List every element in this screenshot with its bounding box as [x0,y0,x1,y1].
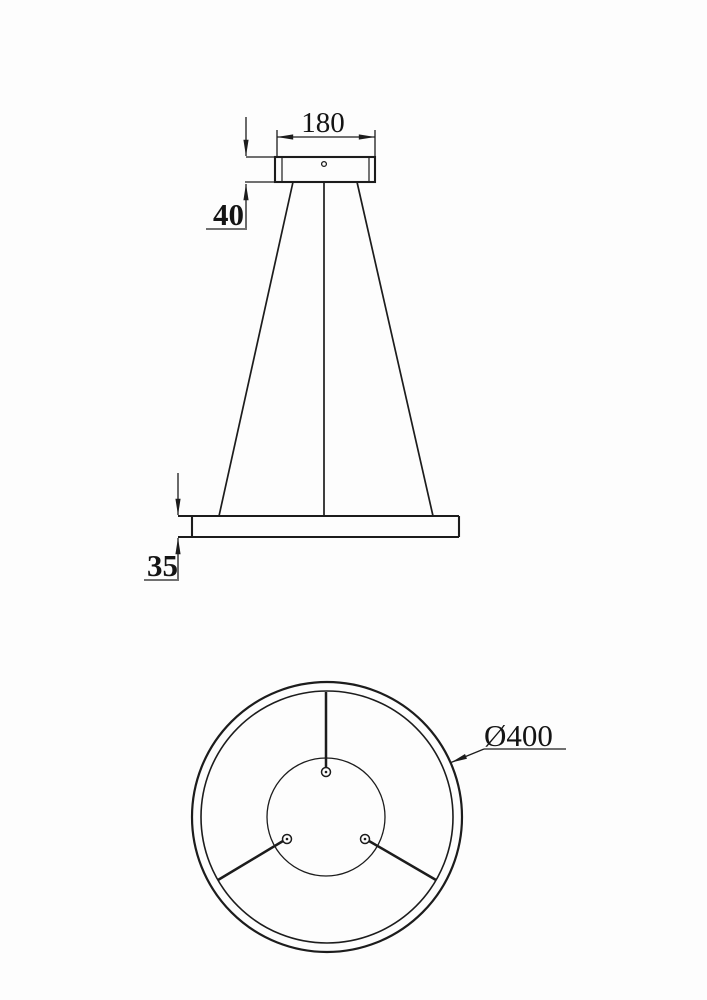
dim-400-leader [451,749,484,763]
spokes [218,692,436,880]
elevation-view [144,107,459,583]
mount-top-dot [325,771,328,774]
dim-ring-diameter [451,718,566,763]
canopy [275,157,375,182]
spoke-lower-right [369,841,436,880]
plan-view [192,682,566,952]
canopy-body [275,157,375,182]
dim-ring-height [144,473,179,583]
dim-canopy-width [277,107,375,156]
cable-mounts [283,768,370,844]
canopy-center-hole [322,162,327,167]
center-housing-circle [267,758,385,876]
dim-35-label: 35 [147,548,178,583]
cable-left [219,182,293,516]
cable-right [357,182,433,516]
mount-left-dot [286,838,289,841]
spoke-lower-left [218,841,283,880]
dim-40-label: 40 [213,197,244,232]
dim-canopy-height [206,117,276,232]
ring-profile [178,516,459,537]
suspension-cables [219,182,433,516]
dim-400-label: Ø400 [484,718,553,753]
ring-profile-outline [178,516,459,537]
dim-180-label: 180 [301,107,345,139]
mount-right-dot [364,838,367,841]
canopy-end-caps [282,157,369,182]
